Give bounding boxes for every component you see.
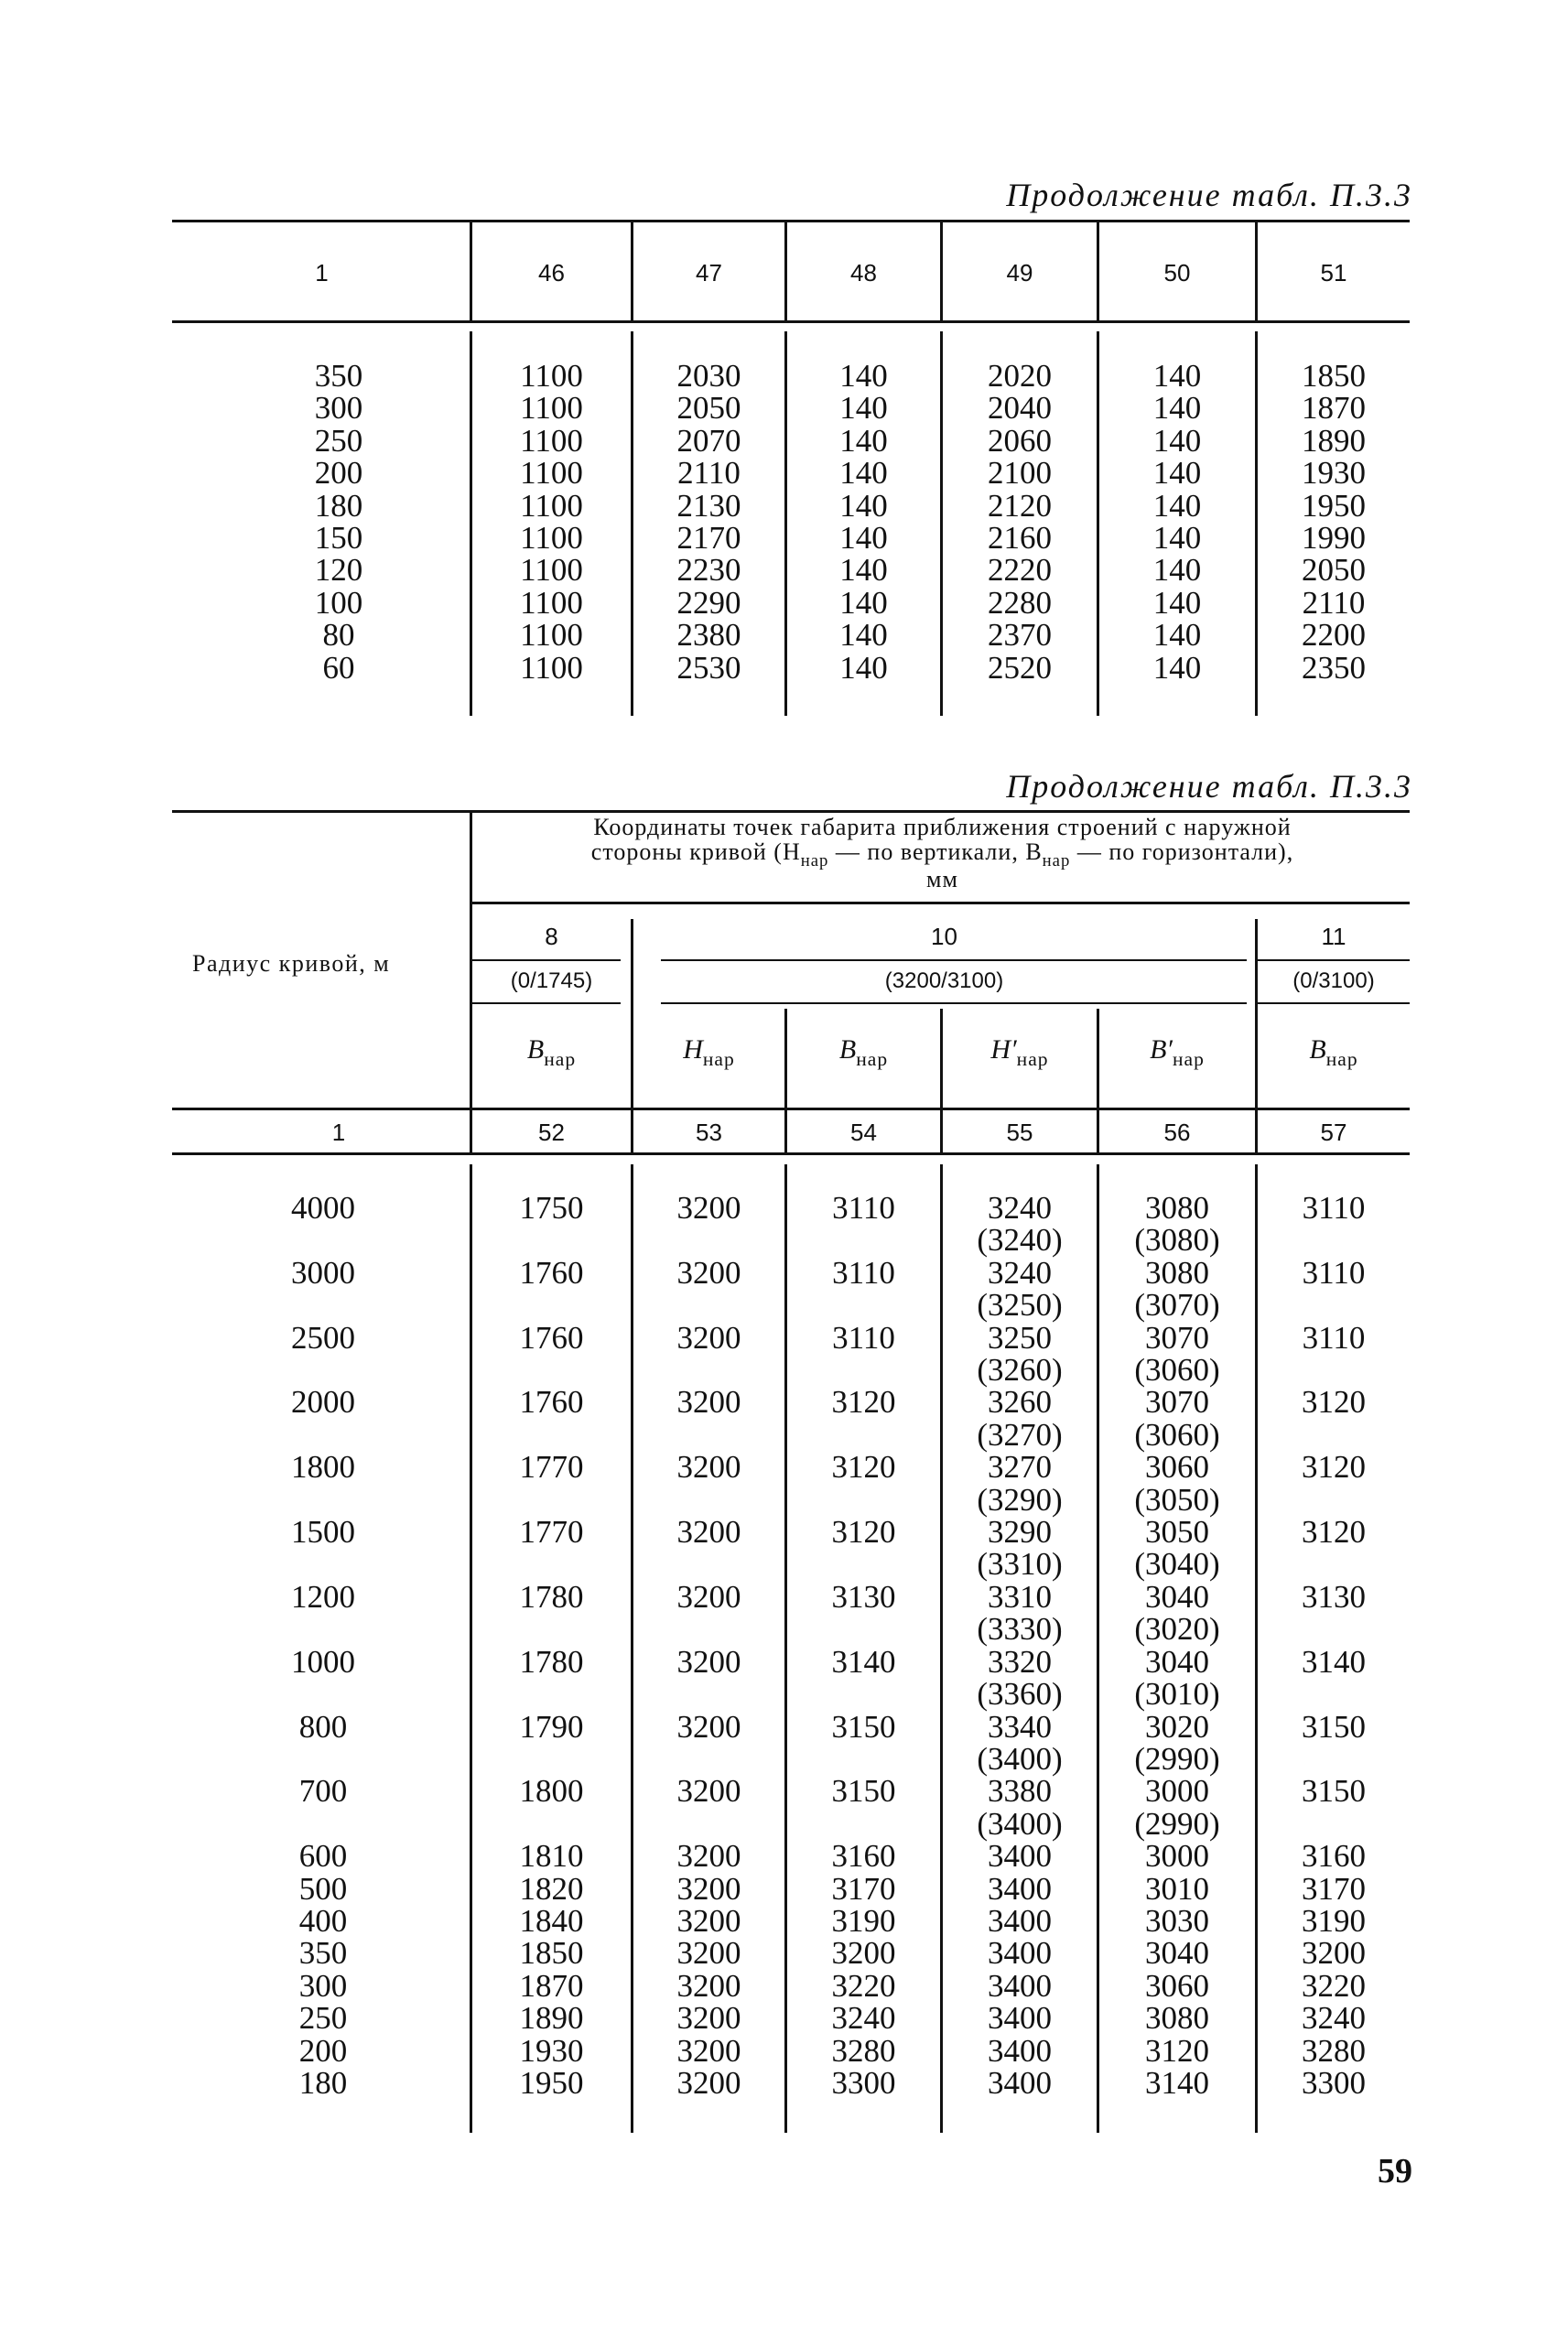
table1-caption: Продолжение табл. П.3.3 [1006,177,1412,213]
table2-caption: Продолжение табл. П.3.3 [1006,768,1412,805]
point8-rule [472,1002,621,1004]
table2-value-column: 3110 3110 3110 3120 3120 3120 3130 3140 3150 3150 3160 3170 3190 3200 3220 3240 3280 3300 [1302,1190,1366,2101]
table1-header-rule [172,320,1410,323]
group-title [475,815,1410,892]
table1-col-header: 50 [1163,259,1191,287]
group-title-text: стороны кривой (H [590,838,801,865]
table1-top-rule [172,220,1410,222]
point11-number: 11 [1321,923,1346,950]
table2-radius-column: 4000 3000 2500 2000 1800 1500 1200 1000 800 700 600 500 400 350 300 250 200 180 [291,1190,355,2101]
point11-coords: (0/3100) [1292,968,1375,993]
table1-col-header: 46 [538,259,565,287]
point10-coords: (3200/3100) [884,968,1004,993]
symbol-b-nar [472,1034,631,1070]
table1-value-column: 1100 1100 1100 1100 1100 1100 1100 1100 1100 1100 [520,358,583,686]
table2-col-number: 54 [850,1119,877,1146]
symbol-hprime-nar [943,1034,1097,1070]
table1-value-column: 2030 2050 2070 2110 2130 2170 2230 2290 2380 2530 [676,358,741,686]
table1-value-column: 2020 2040 2060 2100 2120 2160 2220 2280 2370 2520 [988,358,1052,686]
symbol-letter: B [1309,1034,1326,1065]
symbol-subscript: нар [1172,1047,1205,1070]
colnum-rule [172,1152,1410,1155]
group-title-line3: мм [926,866,958,892]
table2-col-number: 1 [331,1119,346,1146]
group-title-text: — по горизонтали), [1070,838,1294,865]
point8-number: 8 [545,923,558,950]
symbol-h-nar [633,1034,784,1070]
table1-col-header: 51 [1320,259,1347,287]
table2-value-column: 3110 3110 3110 3120 3120 3120 3130 3140 3150 3150 3160 3170 3190 3200 3220 3240 3280 3300 [831,1190,896,2101]
table2-value-column: 3200 3200 3200 3200 3200 3200 3200 3200 3200 3200 3200 3200 3200 3200 3200 3200 3200 3200 [676,1190,741,2101]
table1-value-column: 1850 1870 1890 1930 1950 1990 2050 2110 2200 2350 [1302,358,1366,686]
table2-col-number: 52 [538,1119,565,1146]
point10-rule [661,959,1247,961]
group-title-line2 [475,838,1410,871]
group-title-text: — по вертикали, B [828,838,1043,865]
point8-rule [472,959,621,961]
radius-label: Радиус кривой, м [192,950,391,977]
table2-value-column: 1750 1760 1760 1760 1770 1770 1780 1780 1790 1800 1810 1820 1840 1850 1870 1890 1930 1950 [519,1190,584,2101]
symbol-subscript: нар [702,1047,735,1070]
group-rule [472,902,1410,904]
table1-value-column: 140 140 140 140 140 140 140 140 140 140 [1152,358,1202,686]
page-number: 59 [1378,2152,1412,2190]
symbol-letter: B′ [1150,1034,1173,1065]
symbol-letter: B [838,1034,857,1065]
symbol-letter: H′ [990,1034,1017,1065]
table1-radius-column: 350 300 250 200 180 150 120 100 80 60 [314,358,363,686]
table2-col-number: 55 [1006,1119,1033,1146]
table2-col-number: 53 [696,1119,722,1146]
table1-col-header: 48 [850,259,877,287]
group-title-subscript: нар [800,850,829,871]
point11-rule [1258,959,1410,961]
point10-rule [661,1002,1247,1004]
symbol-letter: H [683,1034,703,1065]
symbol-bprime-nar [1099,1034,1255,1070]
symbol-letter: B [526,1034,545,1065]
point10-number: 10 [931,923,957,950]
group-title-line1: Координаты точек габарита приближения строений с наружной [593,814,1292,840]
point8-coords: (0/1745) [510,968,593,993]
table2-col-number: 57 [1320,1119,1347,1146]
point11-rule [1258,1002,1410,1004]
table2-col-number: 56 [1163,1119,1191,1146]
table2-value-column: 3080 (3080) 3080 (3070) 3070 (3060) 3070 (3060) 3060 (3050) 3050 (3040) 3040 (3020) 3040 (3010) 3020 (2990) 3000 (2990) 3000 3010 3030 3040 3060 3080 3120 3140 [1134,1190,1220,2101]
symbol-subscript: нар [856,1047,889,1070]
table2-value-column: 3240 (3240) 3240 (3250) 3250 (3260) 3260 (3270) 3270 (3290) 3290 (3310) 3310 (3330) 3320 (3360) 3340 (3400) 3380 (3400) 3400 3400 3400 3400 3400 3400 3400 3400 [977,1190,1063,2101]
table1-value-column: 140 140 140 140 140 140 140 140 140 140 [839,358,888,686]
symbol-row-rule [172,1108,1410,1110]
symbol-subscript: нар [1016,1047,1049,1070]
table2-top-rule [172,810,1410,813]
symbol-subscript: нар [1325,1047,1358,1070]
symbol-b-nar [1258,1034,1410,1070]
symbol-b-nar [787,1034,940,1070]
table1-col-header: 1 [315,259,329,287]
table1-col-header: 47 [696,259,722,287]
table1-col-header: 49 [1006,259,1033,287]
group-title-subscript: нар [1042,850,1071,871]
symbol-subscript: нар [544,1047,577,1070]
